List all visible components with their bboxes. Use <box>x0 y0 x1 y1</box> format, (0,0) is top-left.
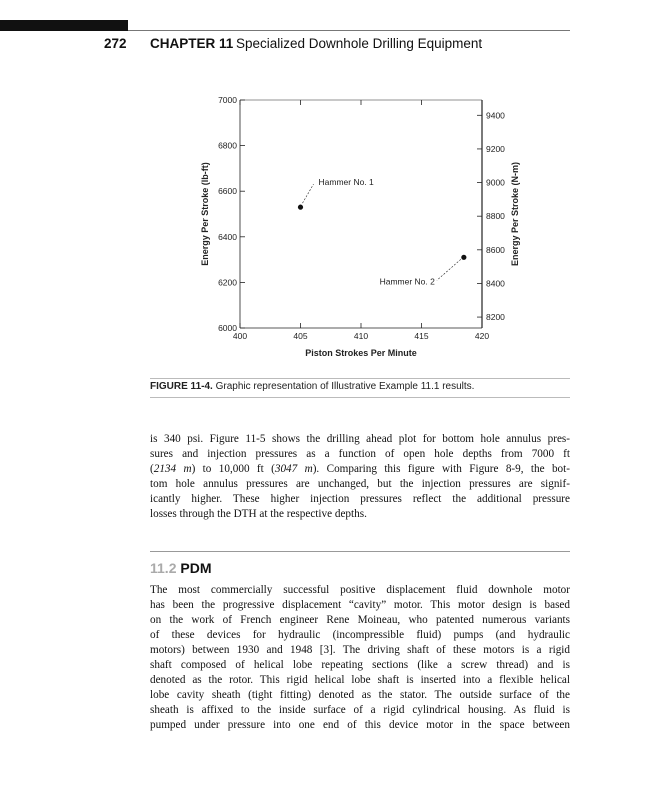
x-tick-label: 415 <box>414 331 429 341</box>
paragraph-1-line: is 340 psi. Figure 11-5 shows the drilling ahead plot for bottom hole annulus pres- <box>150 433 570 445</box>
leader-line-hammer-2 <box>437 259 461 280</box>
paragraph-1-line: (2134 m) to 10,000 ft (3047 m). Comparing this figure with Figure 8-9, the bot- <box>150 463 570 475</box>
y-right-tick-label: 8600 <box>486 244 505 255</box>
paragraph-1-line: sures and injection pressures as a function of open hole depths from 7000 ft <box>150 448 570 460</box>
paragraph-2-line: has been the progressive displacement “cavity” motor. This motor design is based <box>150 599 570 611</box>
paragraph-1-line: losses through the DTH at the respective depths. <box>150 508 367 520</box>
chapter-label: CHAPTER 11 <box>150 36 234 51</box>
y-left-axis-title: Energy Per Stroke (lb-ft) <box>200 162 210 266</box>
y-right-tick-label: 8400 <box>486 278 505 289</box>
paragraph-2-line: motors) between 1930 and 1948 [3]. The driving shaft of these motors is a rigid <box>150 644 570 656</box>
y-left-tick-label: 6000 <box>218 323 237 333</box>
y-right-axis-title: Energy Per Stroke (N-m) <box>510 161 520 267</box>
y-right-tick-label: 8800 <box>486 211 505 222</box>
y-left-tick-label: 7000 <box>218 95 237 105</box>
y-left-tick-label: 6400 <box>218 231 237 242</box>
figure-label: FIGURE 11-4. <box>150 381 213 392</box>
x-tick-label: 400 <box>232 331 248 341</box>
paragraph-2-line: pumped under pressure into one end of this device motor in the space between <box>150 719 570 731</box>
paragraph-1 <box>150 432 570 522</box>
data-point-hammer-1 <box>298 205 303 210</box>
figure-caption-text: Graphic representation of Illustrative Example 11.1 results. <box>215 381 475 392</box>
paragraph-1-line: tom hole annulus pressures are unchanged, but the injection pressures are signif- <box>150 478 570 490</box>
x-axis-title: Piston Strokes Per Minute <box>305 348 417 358</box>
section-title: PDM <box>180 560 212 576</box>
paragraph-2-line: denoted as the rotor. This rigid helical lobe shaft is inserted into a flexible helical <box>150 674 570 686</box>
figure-caption <box>150 381 474 392</box>
y-right-tick-label: 9200 <box>486 143 505 154</box>
caption-rule-top <box>150 378 570 379</box>
annotation-hammer-1: Hammer No. 1 <box>318 177 374 188</box>
x-tick-label: 420 <box>474 331 490 341</box>
paragraph-2-line: on the work of French engineer Rene Moineau, who patented numerous variants <box>150 614 570 626</box>
page-number: 272 <box>104 36 127 51</box>
data-point-hammer-2 <box>461 255 466 260</box>
chapter-title: Specialized Downhole Drilling Equipment <box>236 36 483 51</box>
y-right-tick-label: 8200 <box>486 312 505 323</box>
paragraph-2-line: sheath is affixed to the inside surface of a rigid cylindrical housing. As fluid is <box>150 704 570 716</box>
header-bar <box>0 20 128 31</box>
x-tick-label: 405 <box>293 331 308 341</box>
y-left-tick-label: 6800 <box>218 140 237 151</box>
section-rule <box>150 551 570 552</box>
paragraph-2-line: lobe cavity sheath (tight fitting) denoted as the stator. The outside surface of the <box>150 689 570 701</box>
annotation-hammer-2: Hammer No. 2 <box>379 276 435 287</box>
y-left-tick-label: 6600 <box>218 186 237 197</box>
caption-rule-bottom <box>150 397 570 398</box>
y-left-tick-label: 6200 <box>218 277 237 288</box>
x-tick-label: 410 <box>353 331 369 341</box>
header-rule <box>128 30 570 31</box>
paragraph-2-line: of these devices for hydraulic (incompressible fluid) pumps (and hydraulic <box>150 629 570 641</box>
paragraph-1-line: icantly higher. These higher injection pressures reflect the additional pressure <box>150 493 570 505</box>
section-heading <box>150 560 212 576</box>
paragraph-2-line: The most commercially successful positive displacement fluid downhole motor <box>150 584 570 596</box>
paragraph-2-line: shaft composed of helical lobe repeating sections (like a screw thread) and is <box>150 659 570 671</box>
leader-line-hammer-1 <box>303 184 314 203</box>
y-right-tick-label: 9400 <box>486 110 505 121</box>
chart-root <box>200 95 520 358</box>
figure-11-4-chart <box>190 92 520 364</box>
y-right-tick-label: 9000 <box>486 177 505 188</box>
paragraph-2 <box>150 583 570 733</box>
section-number: 11.2 <box>150 560 177 576</box>
